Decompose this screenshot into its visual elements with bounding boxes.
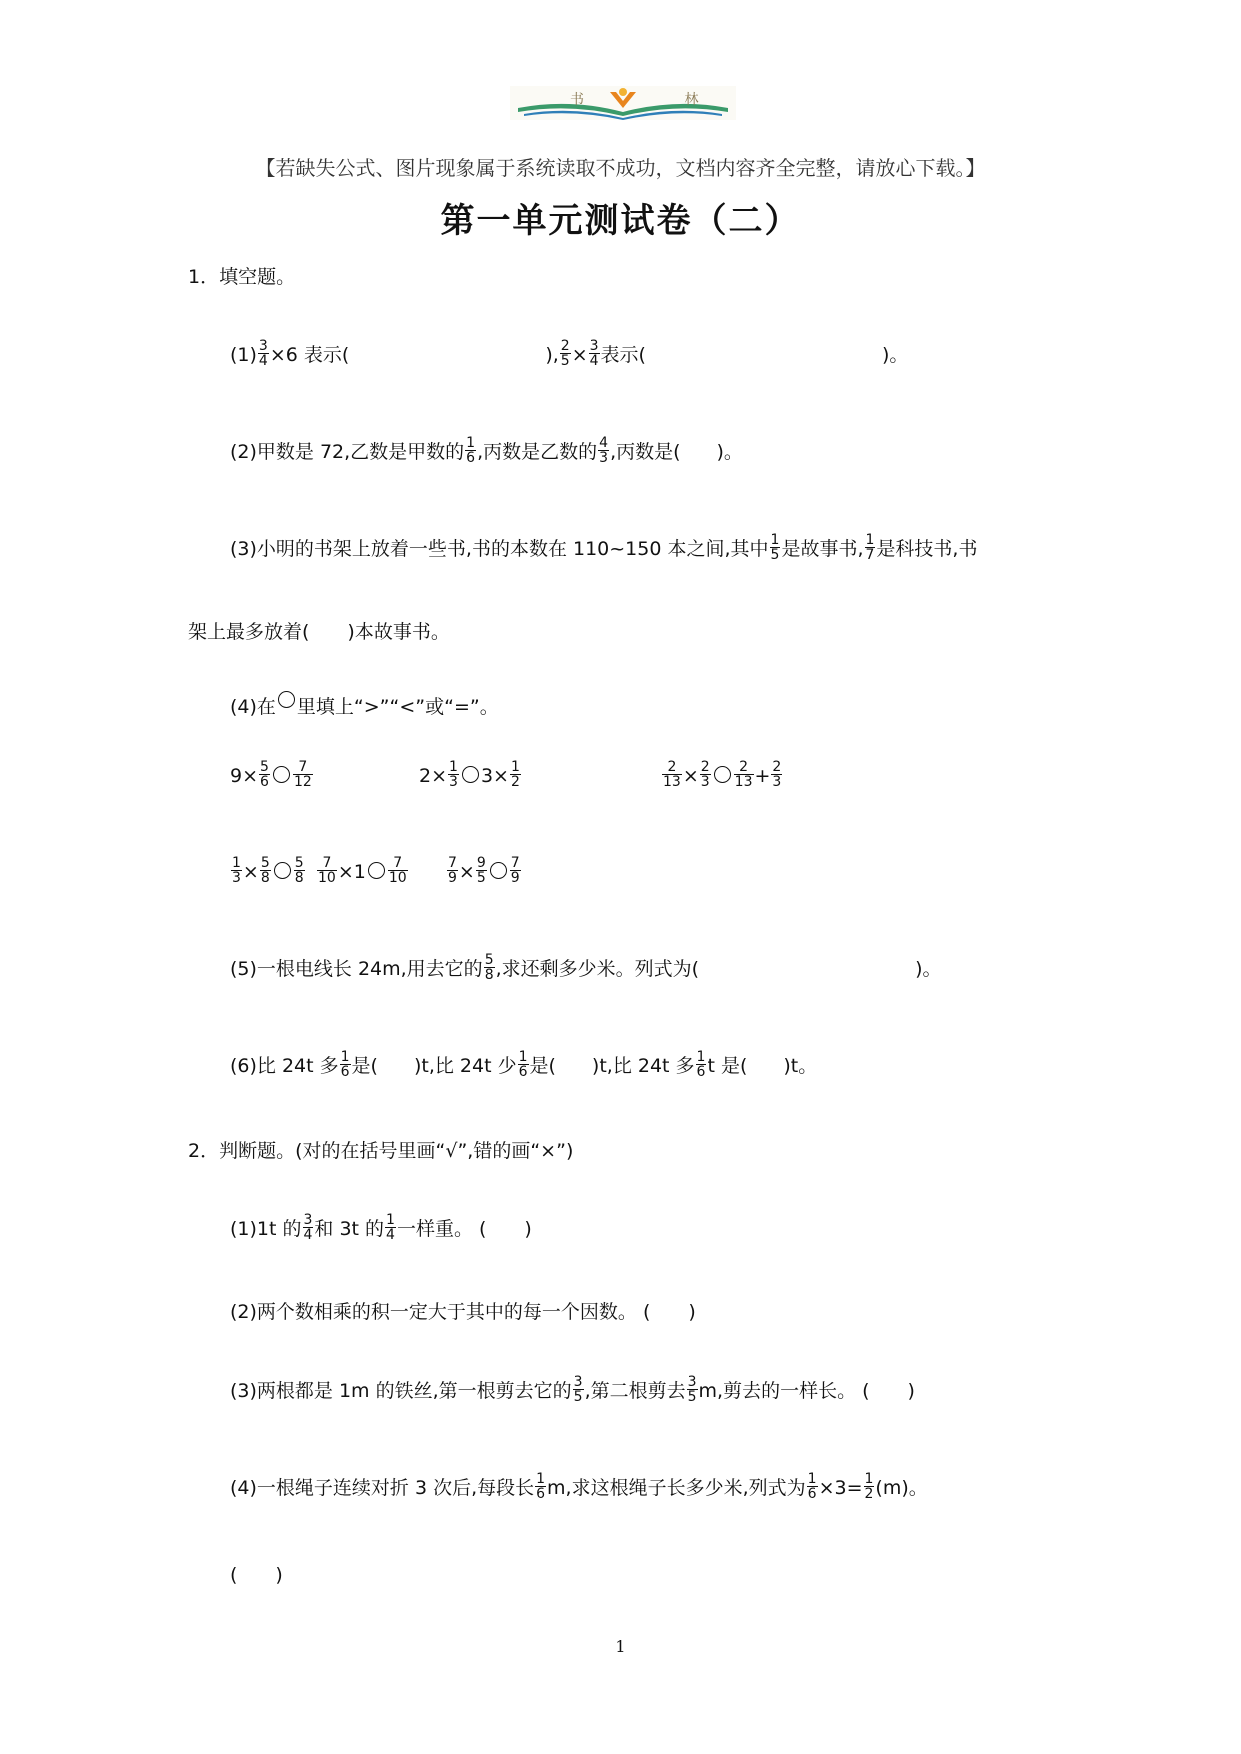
fraction: $\frac{7}{10}$ — [388, 855, 407, 886]
compare-6: $\frac{7}{9}$ × $\frac{9}{5}$ $\frac{7}{9}$ — [448, 855, 520, 886]
fraction: $\frac{1}{3}$ — [232, 855, 241, 886]
compare-5: $\frac{7}{10}$ ×1 $\frac{7}{10}$ — [318, 855, 407, 886]
fraction: $\frac{1}{6}$ — [340, 1049, 350, 1080]
question-1-4: (4)在 里填上“>”“<”或“=”。 — [230, 692, 499, 719]
question-1-6: (6)比 24t 多 $\frac{1}{6}$ 是( )t,比 24t 少 $\frac{1}{6}$ 是( )t,比 24t 多 $\frac{1}{6}$ t 是( )t。 — [230, 1049, 818, 1080]
fraction: $\frac{1}{7}$ — [865, 532, 875, 563]
fraction: $\frac{3}{4}$ — [589, 338, 599, 369]
question-2-1: (1)1t 的 $\frac{3}{4}$ 和 3t 的 $\frac{1}{4}$ 一样重。 ( ) — [230, 1212, 532, 1243]
question-2-2: (2)两个数相乘的积一定大于其中的每一个因数。 ( ) — [230, 1301, 696, 1323]
fraction: $\frac{7}{12}$ — [293, 759, 312, 790]
compare-1: 9× $\frac{5}{6}$ $\frac{7}{12}$ — [230, 759, 312, 790]
fraction: $\frac{7}{9}$ — [448, 855, 457, 886]
fraction: $\frac{1}{2}$ — [510, 759, 520, 790]
question-1-2: (2)甲数是 72,乙数是甲数的 $\frac{1}{6}$ ,丙数是乙数的 $\frac{4}{3}$ ,丙数是( )。 — [230, 435, 743, 466]
fraction: $\frac{5}{8}$ — [484, 952, 494, 983]
fraction: $\frac{2}{3}$ — [772, 759, 782, 790]
fraction: $\frac{1}{6}$ — [807, 1471, 817, 1502]
fraction: $\frac{7}{9}$ — [510, 855, 520, 886]
fraction: $\frac{4}{3}$ — [599, 435, 609, 466]
fraction: $\frac{1}{6}$ — [696, 1049, 706, 1080]
question-1-3-line2: 架上最多放着( )本故事书。 — [188, 621, 450, 643]
page-title: 第一单元测试卷（二） — [440, 201, 801, 241]
logo — [510, 86, 747, 120]
logo-text: 书 林 — [570, 92, 747, 108]
fraction: $\frac{5}{6}$ — [260, 759, 269, 790]
fraction: $\frac{1}{3}$ — [449, 759, 458, 790]
fraction: $\frac{2}{5}$ — [560, 338, 570, 369]
compare-3: $\frac{2}{13}$ × $\frac{2}{3}$ $\frac{2}{13}$ + $\frac{2}{3}$ — [663, 759, 782, 790]
compare-circle[interactable] — [714, 766, 731, 783]
compare-circle[interactable] — [490, 862, 507, 879]
compare-circle[interactable] — [273, 766, 290, 783]
fraction: $\frac{1}{6}$ — [466, 435, 476, 466]
fraction: $\frac{1}{2}$ — [864, 1471, 874, 1502]
fraction: $\frac{1}{5}$ — [770, 532, 780, 563]
fraction: $\frac{2}{3}$ — [700, 759, 710, 790]
fraction: $\frac{3}{5}$ — [573, 1374, 583, 1405]
question-1-5: (5)一根电线长 24m,用去它的 $\frac{5}{8}$ ,求还剩多少米。列式为( )。 — [230, 952, 942, 983]
fraction: $\frac{2}{13}$ — [663, 759, 681, 790]
compare-circle[interactable] — [274, 862, 291, 879]
compare-4: $\frac{1}{3}$ × $\frac{5}{8}$ $\frac{5}{8}$ — [232, 855, 304, 886]
section-2-heading: 2．判断题。(对的在括号里画“√”,错的画“×”) — [188, 1140, 574, 1162]
fraction: $\frac{7}{10}$ — [318, 855, 336, 886]
question-2-4: (4)一根绳子连续对折 3 次后,每段长 $\frac{1}{6}$ m,求这根绳子长多少米,列式为 $\frac{1}{6}$ ×3= $\frac{1}{2}$ (m)。 — [230, 1471, 928, 1502]
fraction: $\frac{1}{6}$ — [536, 1471, 546, 1502]
page-number: 1 — [615, 1637, 626, 1656]
question-1-1: (1) $\frac{3}{4}$ ×6 表示( ), $\frac{2}{5}$ × $\frac{3}{4}$ 表示( )。 — [230, 338, 909, 369]
fraction: $\frac{3}{4}$ — [303, 1212, 313, 1243]
fraction: $\frac{2}{13}$ — [734, 759, 753, 790]
compare-circle[interactable] — [462, 766, 479, 783]
compare-circle[interactable] — [368, 862, 385, 879]
fraction: $\frac{5}{8}$ — [260, 855, 270, 886]
section-1-heading: 1．填空题。 — [188, 266, 296, 288]
fraction: $\frac{1}{4}$ — [386, 1212, 395, 1243]
question-2-3: (3)两根都是 1m 的铁丝,第一根剪去它的 $\frac{3}{5}$ ,第二根剪去 $\frac{3}{5}$ m,剪去的一样长。 ( ) — [230, 1374, 915, 1405]
fraction: $\frac{5}{8}$ — [294, 855, 304, 886]
download-notice: 【若缺失公式、图片现象属于系统读取不成功，文档内容齐全完整，请放心下载。】 — [255, 156, 986, 180]
fraction: $\frac{9}{5}$ — [476, 855, 486, 886]
fraction: $\frac{3}{4}$ — [258, 338, 268, 369]
question-1-3: (3)小明的书架上放着一些书,书的本数在 110~150 本之间,其中 $\frac{1}{5}$ 是故事书, $\frac{1}{7}$ 是科技书,书 — [230, 532, 978, 563]
circle-icon — [278, 691, 295, 708]
question-2-4-line2: ( ) — [230, 1564, 283, 1586]
fraction: $\frac{1}{6}$ — [518, 1049, 528, 1080]
compare-2: 2× $\frac{1}{3}$ 3× $\frac{1}{2}$ — [419, 759, 520, 790]
fraction: $\frac{3}{5}$ — [687, 1374, 697, 1405]
